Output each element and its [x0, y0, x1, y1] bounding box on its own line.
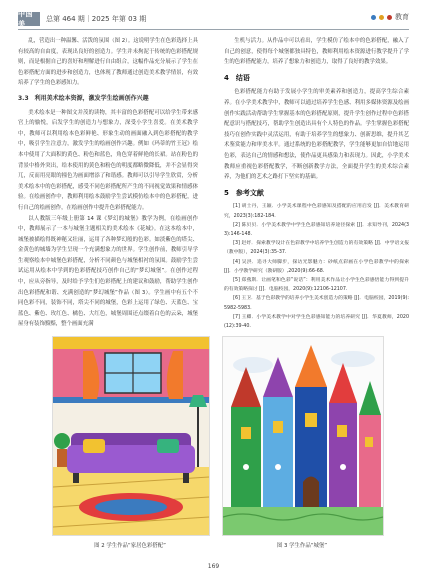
page-number: 169: [207, 563, 220, 570]
paragraph: 美术绘本是一种图文并茂的读物，其丰富的色彩搭配可以给学生带来感官上的愉悦，启发学生的创造力与想象力，深受小学生喜爱。在美术教学中，教师可以利用绘本色彩鲜艳、形象生动的画面融入到色彩搭配的教学中，吸引学生注意力，激发学生的绘画创作兴趣。例如《玛蒂的竹王冠》绘本中使用了大面积的黄色、粉色和蓝色，角色穿着鲜艳的长裙。站在粉色的背景中格外突出，给本使用的黄色和粉色的明度都略微降低，并不会显得突兀，反而用亮眼的撞色为画面增添了和谐感。教师可以引导学生欣赏，分析美术绘本中的色彩搭配，感受不同色彩搭配所产生的不同视觉效果和情感体验。在绘画创作中，教师利用绘本鼓励学生尝试模仿绘本中的色彩搭配，进行自己的绘画创作，在绘画创作中提升色彩搭配能力。: [18, 109, 198, 211]
figure-caption: 图 3 学生作品“城堡”: [276, 543, 328, 549]
journal-header-left: [18, 12, 146, 26]
reference-item: [7] 王卿．小学美术教学中对学生色彩感知能力的培养研究 [J]．华夏教师，2020(12):39-40.: [224, 314, 409, 329]
paragraph: 乱，营造出一种温馨、活泼的氛围（图 2）。这说明学生在色彩选择上具有较高的自由度，表现出良好的创造力。学生并未拘泥于传统的色彩搭配规则，而是根据自己的喜好和理解进行自由组合，这幅作品充分展示了学生在色彩搭配方面的进步和创造力，也体现了教师通过创造美术教学情景，有效培养了学生的色彩感知力。: [18, 38, 198, 87]
left-column: [18, 36, 198, 330]
figure-caption: 图 2 学生作品“家居色彩搭配”: [94, 543, 166, 549]
student-artwork-castle: [222, 336, 384, 536]
section-label: 教育: [395, 13, 409, 21]
reference-item: [2] 陈贝贝．小学美术教学中学生色彩感知培养途径探索 [J]．求知导刊，2024(33):146-148.: [224, 222, 409, 237]
right-column: [224, 36, 409, 331]
reference-item: [1] 胡士丹，王颖．小学美术课程中色彩感知及搭配的应用启发 [J]．美术教育研究，2023(3):182-184.: [224, 204, 409, 219]
reference-item: [4] 吴洪．追寻大师脚步，探访光影魅力：砂纸点彩画在小学色彩教学中的探索 [J]．小学教学研究（教研版）,2020(9):66-68.: [224, 259, 409, 274]
header-divider: [18, 29, 409, 30]
paragraph: 以人教版三年级上册第 14 课《梦幻的城堡》教学为例，在绘画创作中，教师展示了一本与城堡主题相关的美术绘本《花城》。在这本绘本中，城堡被描绘得既神秘又壮丽，运用了各种梦幻般的色彩。如淡紫色的塔尖、金黄色的城墙为学生呈现一个充满想象力的世界。学生创作前，教师引导学生观察绘本中城堡色彩搭配，分析不同颜色与城堡相衬的氛围。鼓励学生尝试运用从绘本中学到的色彩搭配技巧创作自己的“梦幻城堡”。在创作过程中，应从旁指导，及时给予学生们色彩搭配上的建议和鼓励，帮助学生创作出色彩搭配和谐、充满创造的“梦幻城堡”作品（图 3）。学生画中有五个不同色彩不同，装饰不同，塔尖不同的城堡，色彩上运用了绿色、天蓝色、宝蓝色、紫色、玫红色、橘色、大红色，城堡周围还点缀着白色的云朵，城堡屋身有装饰黯黯，整个画面充满: [18, 215, 198, 328]
issue-label: 总第 464 期｜2025 年第 03 期: [46, 15, 147, 23]
reference-item: [3] 赵妤．探索教学设计在色彩教学中培养学生创造力的有效策略 [J]．中学语文报（教中版），2024(3):35-37.: [224, 241, 409, 256]
section-dot-icon: [379, 15, 384, 20]
reference-item: [6] 王卫．基于色彩教学的培养小学生美术创造力的策略 [J]．电脑校园，2019(9):5982-5983.: [224, 296, 409, 311]
paragraph: 生机与活力。从作品中可以看出，学生模仿了绘本中的色彩搭配，融入了自己的创意，使得每个城堡都独具特色，教师利用绘本资源进行教学提升了学生的色彩搭配能力，培养了想象力和创造力，取得了良好的教学效果。: [224, 38, 409, 66]
paragraph: 色彩搭配能力有助于发展小学生的审美素养和创造力，提高学生综合素养。在小学美术教学中，教师可以通过培养学生色感、利用多媒体资源及绘画创作实践活动帮助学生掌握基本的色彩搭配原则，提升学生创作过程中色彩搭配意识与搭配技巧，帮助学生创造出具有个人特色的作品。学生掌握色彩搭配技巧在创作实践中灵活运用，有助于培养学生的想象力、创新思维，提升其艺术鉴赏能力和审美水平。通过系统的色彩搭配教学，学生能够更加自信地运用色彩，表达自己的情感和想法，使作品更具感染力和表现力。因此，小学美术教师应重视色彩搭配教学，不断创新教学方法，全面提升学生的美术综合素养，为他们的艺术之路打下坚实的基础。: [224, 89, 409, 181]
section-header: [371, 12, 409, 22]
section-heading: 4 结语: [224, 73, 250, 82]
journal-logo: 中国美: [18, 12, 40, 26]
section-dot-icon: [371, 15, 376, 20]
student-artwork-home-colors: [52, 336, 210, 536]
section-heading: 3.3 利用美术绘本资源，激发学生绘画创作兴趣: [18, 94, 149, 102]
reference-item: [5] 郑燕斯．让画笔和色彩“说话”：利用美术作品让小学生色彩感悟能力得到提升的有效策略探讨 [J]．电脑校园，2020(9):12106-12107.: [224, 277, 409, 293]
section-dot-icon: [387, 15, 392, 20]
references-heading: 5 参考文献: [224, 188, 264, 197]
